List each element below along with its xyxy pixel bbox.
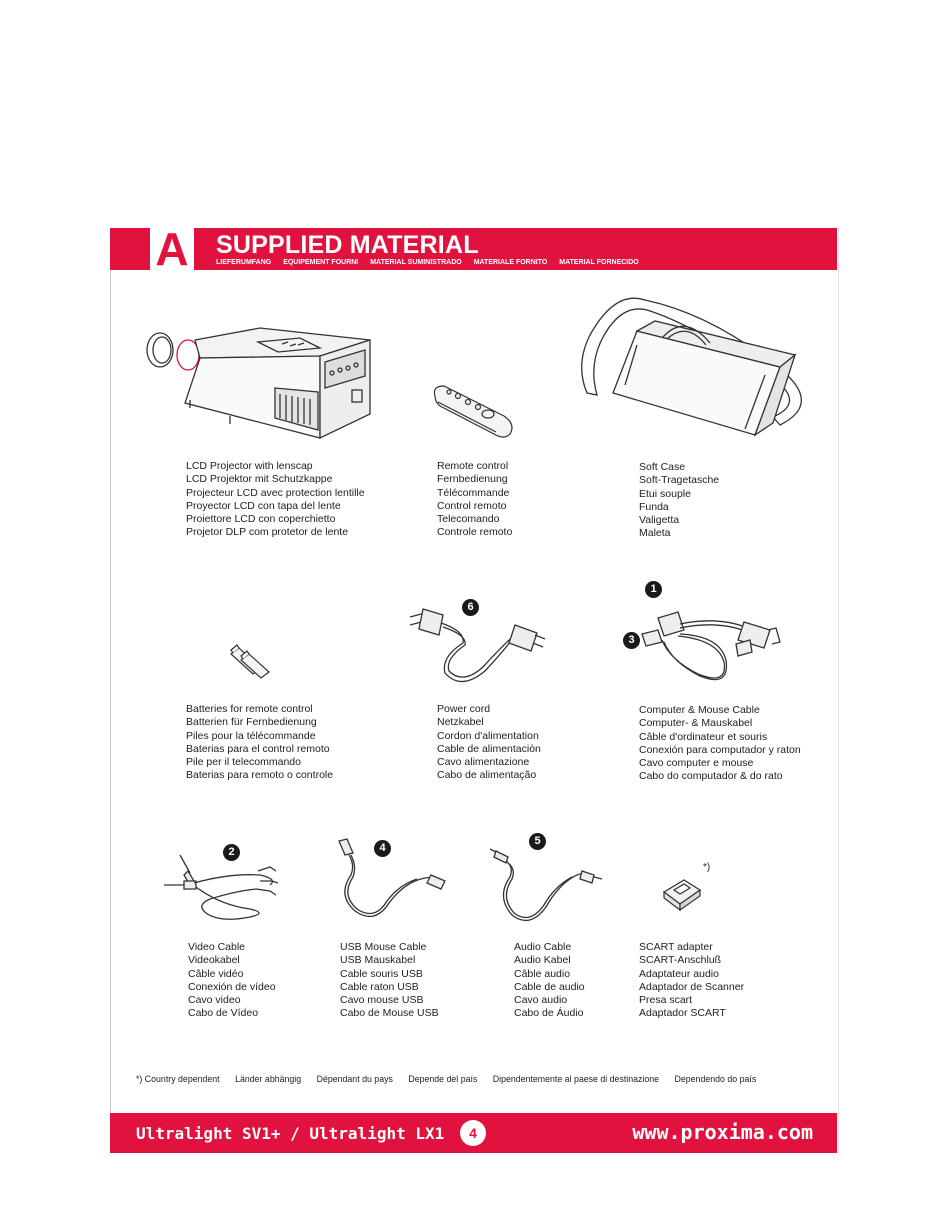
caption-line: Cavo computer e mouse [639,757,754,770]
subtitle-es: MATERIAL SUMINISTRADO [370,259,462,266]
caption-line: Baterias para el control remoto [186,742,330,755]
caption-line: Pile per il telecommando [186,756,301,769]
caption-line: Proiettore LCD con coperchietto [186,513,336,526]
scart-caption [639,941,744,1021]
usb-cable-illustration [335,835,455,925]
caption-line: Piles pour la télécommande [186,729,316,742]
caption-line: USB Mouse Cable [340,941,427,953]
caption-line: Cabo de Mouse USB [340,1007,439,1020]
caption-line: Cabo de alimentação [437,769,537,782]
caption-line: Batteries for remote control [186,703,313,715]
footnote-en: *) Country dependent [136,1074,220,1084]
remote-caption [437,460,512,540]
caption-line: Computer & Mouse Cable [639,704,760,716]
item-number-badge: 6 [462,599,479,616]
page-number: 4 [460,1120,486,1146]
caption-line: Controle remoto [437,526,513,539]
footnote-fr: Dépendant du pays [316,1074,393,1084]
model-name: Ultralight SV1+ / Ultralight LX1 [136,1124,445,1143]
item-number-badge: 3 [623,632,640,649]
powercord-caption [437,703,541,783]
caption-line: Télécommande [437,486,510,499]
batteries-illustration [225,640,275,680]
audio-cable-illustration [490,845,605,930]
page-footer [110,1113,837,1153]
caption-line: Control remoto [437,499,507,512]
remote-control-illustration [430,378,520,442]
audiocable-caption [514,941,585,1021]
soft-case-illustration [575,285,850,460]
caption-line: Videokabel [188,954,240,967]
subtitle-de: LIEFERUMFANG [216,259,272,266]
projector-caption [186,460,365,540]
item-number-badge: 1 [645,581,662,598]
caption-line: Telecomando [437,513,500,526]
caption-line: Projecteur LCD avec protection lentille [186,486,365,499]
caption-line: Cable raton USB [340,980,419,993]
caption-line: USB Mauskabel [340,954,416,967]
caption-line: Fernbedienung [437,473,508,486]
caption-line: Cable souris USB [340,967,423,980]
item-number-badge: 2 [223,844,240,861]
caption-line: Computer- & Mauskabel [639,717,753,730]
footnote-es: Depende del país [408,1074,478,1084]
item-number-badge: 4 [374,840,391,857]
caption-line: Baterias para remoto o controle [186,769,334,782]
subtitle-it: MATERIALE FORNITO [473,259,548,266]
country-footnote [136,1074,769,1084]
caption-line: Projetor DLP com protetor de lente [186,526,349,539]
caption-line: Maleta [639,527,671,540]
caption-line: Remote control [437,460,509,472]
caption-line: Cabo de Áudio [514,1007,584,1020]
caption-line: Netzkabel [437,716,484,729]
caption-line: Proyector LCD con tapa del lente [186,499,341,512]
caption-line: LCD Projector with lenscap [186,460,313,472]
projector-illustration [140,318,380,448]
caption-line: Etui souple [639,487,691,500]
footnote-de: Länder abhängig [235,1074,302,1084]
item-number-badge: 5 [529,833,546,850]
caption-line: Funda [639,500,669,513]
caption-line: Batterien für Fernbedienung [186,716,317,729]
scart-adapter-illustration [660,876,704,912]
caption-line: SCART-Anschluß [639,954,722,967]
caption-line: Soft-Tragetasche [639,474,720,487]
caption-line: Valigetta [639,514,680,527]
scart-footnote-mark: *) [703,862,711,873]
caption-line: Cavo alimentazione [437,756,530,769]
caption-line: Presa scart [639,994,693,1007]
caption-line: Power cord [437,703,491,715]
usbcable-caption [340,941,439,1021]
caption-line: Cable de alimentaciòn [437,742,541,755]
caption-line: Cabo de Vídeo [188,1007,259,1020]
computercable-caption [639,704,801,784]
website-url: www.proxima.com [632,1120,813,1144]
caption-line: Audio Cable [514,941,572,953]
caption-line: Soft Case [639,461,686,473]
batteries-caption [186,703,333,783]
caption-line: Cable de audio [514,980,585,993]
videocable-caption [188,941,276,1021]
subtitle-fr: EQUIPEMENT FOURNI [283,259,359,266]
computer-mouse-cable-illustration [618,600,793,690]
caption-line: Conexión de vídeo [188,980,276,993]
caption-line: Câble d'ordinateur et souris [639,730,768,743]
section-subtitles [216,259,649,266]
section-title: SUPPLIED MATERIAL [216,231,479,259]
caption-line: Adaptador SCART [639,1007,726,1020]
caption-line: Câble audio [514,967,571,980]
caption-line: Cabo do computador & do rato [639,770,783,783]
caption-line: SCART adapter [639,941,713,953]
caption-line: LCD Projektor mit Schutzkappe [186,473,333,486]
power-cord-illustration [405,605,555,690]
caption-line: Video Cable [188,941,246,953]
caption-line: Cordon d'alimentation [437,729,539,742]
caption-line: Conexión para computador y raton [639,743,801,756]
softcase-caption [639,461,719,541]
caption-line: Cavo audio [514,994,568,1007]
caption-line: Câble vidéo [188,967,244,980]
caption-line: Cavo video [188,994,241,1007]
caption-line: Adaptador de Scanner [639,980,745,993]
section-banner [110,223,837,275]
caption-line: Cavo mouse USB [340,994,424,1007]
footnote-it: Dipendentemente al paese di destinazione [492,1074,660,1084]
caption-line: Adaptateur audio [639,967,719,980]
footnote-pt: Dependendo do país [674,1074,757,1084]
caption-line: Audio Kabel [514,954,571,967]
subtitle-pt: MATERIAL FORNECIDO [559,259,639,266]
section-letter: A [155,223,189,275]
